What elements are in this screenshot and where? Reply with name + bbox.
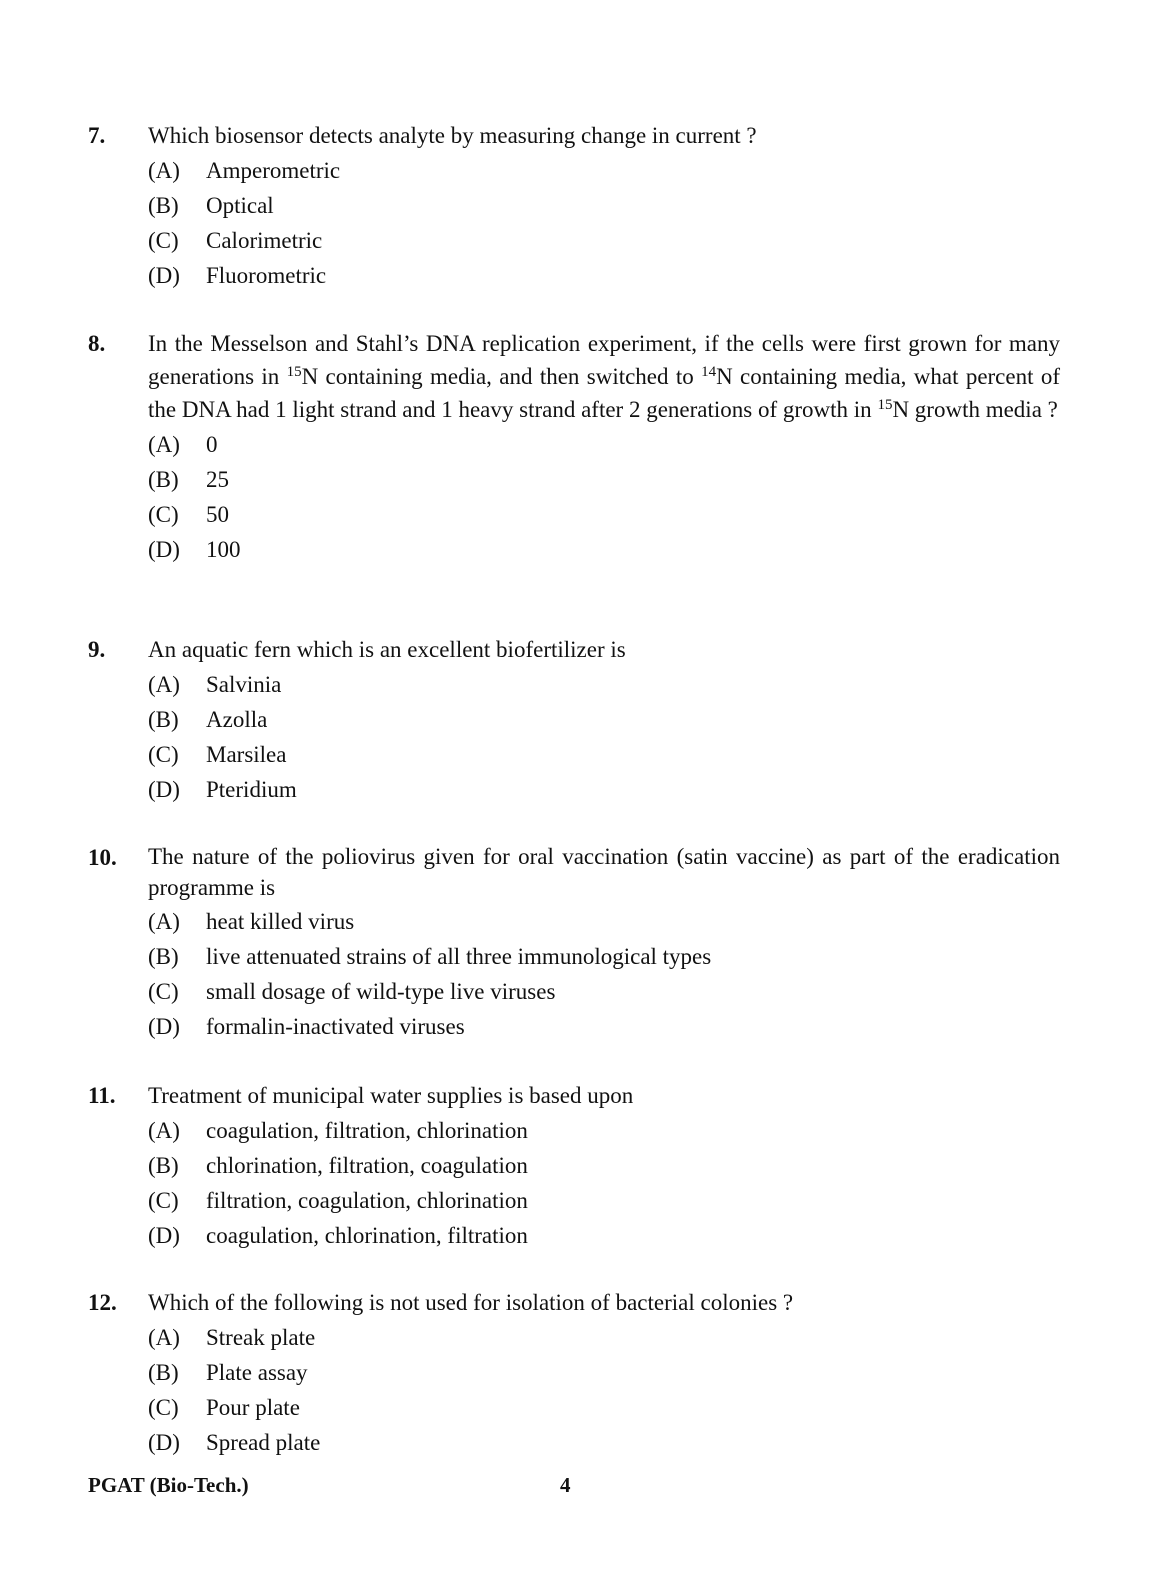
option-text: Optical — [206, 193, 274, 218]
question-text: The nature of the poliovirus given for oral vaccination (satin vaccine) as part of the eradication programme is — [148, 844, 1060, 900]
option-text: Pour plate — [206, 1395, 300, 1420]
question-text: Which biosensor detects analyte by measuring change in current ? — [148, 123, 757, 148]
option-a — [148, 1320, 1060, 1355]
option-text: Azolla — [206, 707, 268, 732]
question-number: 10. — [88, 845, 117, 870]
option-label: (A) — [148, 672, 180, 697]
question-number: 9. — [88, 637, 106, 662]
option-d — [148, 258, 1060, 293]
question-10 — [88, 841, 1060, 1044]
option-label: (A) — [148, 158, 180, 183]
option-text: Calorimetric — [206, 228, 323, 253]
option-text: Streak plate — [206, 1325, 316, 1350]
option-label: (A) — [148, 909, 180, 934]
option-a — [148, 427, 1060, 462]
option-label: (C) — [148, 228, 179, 253]
option-b — [148, 188, 1060, 223]
option-a — [148, 667, 1060, 702]
option-label: (D) — [148, 537, 180, 562]
option-text: 25 — [206, 467, 229, 492]
question-text: An aquatic fern which is an excellent biofertilizer is — [148, 637, 626, 662]
option-text: chlorination, filtration, coagulation — [206, 1153, 528, 1178]
question-7 — [88, 119, 1060, 293]
question-8 — [88, 327, 1060, 567]
option-text: small dosage of wild-type live viruses — [206, 979, 556, 1004]
question-number: 11. — [88, 1083, 116, 1108]
option-label: (B) — [148, 1360, 179, 1385]
option-list — [88, 1113, 1060, 1253]
option-a — [148, 153, 1060, 188]
option-text: Amperometric — [206, 158, 341, 183]
option-label: (D) — [148, 263, 180, 288]
question-number: 7. — [88, 123, 106, 148]
option-label: (D) — [148, 777, 180, 802]
question-text: Which of the following is not used for isolation of bacterial colonies ? — [148, 1290, 794, 1315]
option-label: (D) — [148, 1014, 180, 1039]
option-label: (C) — [148, 979, 179, 1004]
option-b — [148, 1148, 1060, 1183]
option-list — [88, 427, 1060, 567]
option-text: Pteridium — [206, 777, 297, 802]
isotope-superscript: 14 — [701, 364, 717, 380]
option-text: 0 — [206, 432, 218, 457]
option-d — [148, 772, 1060, 807]
option-list — [88, 153, 1060, 293]
option-c — [148, 497, 1060, 532]
option-c — [148, 974, 1060, 1009]
option-text: Plate assay — [206, 1360, 308, 1385]
option-label: (D) — [148, 1223, 180, 1248]
option-c — [148, 1183, 1060, 1218]
option-c — [148, 223, 1060, 258]
isotope-superscript: 15 — [877, 397, 893, 413]
option-a — [148, 1113, 1060, 1148]
option-b — [148, 1355, 1060, 1390]
option-label: (A) — [148, 432, 180, 457]
option-label: (C) — [148, 1188, 179, 1213]
option-b — [148, 462, 1060, 497]
option-text: live attenuated strains of all three immunological types — [206, 944, 712, 969]
option-list — [88, 904, 1060, 1044]
option-text: formalin-inactivated viruses — [206, 1014, 465, 1039]
question-number: 8. — [88, 331, 106, 356]
option-d — [148, 1009, 1060, 1044]
option-list — [88, 1320, 1060, 1460]
option-text: heat killed virus — [206, 909, 355, 934]
option-text: Spread plate — [206, 1430, 321, 1455]
option-text: 100 — [206, 537, 241, 562]
option-c — [148, 1390, 1060, 1425]
option-label: (A) — [148, 1118, 180, 1143]
option-text: filtration, coagulation, chlorination — [206, 1188, 528, 1213]
option-label: (C) — [148, 1395, 179, 1420]
option-label: (C) — [148, 502, 179, 527]
option-text: Marsilea — [206, 742, 287, 767]
option-text: Fluorometric — [206, 263, 327, 288]
page-number: 4 — [560, 1473, 571, 1497]
option-label: (D) — [148, 1430, 180, 1455]
option-label: (B) — [148, 944, 179, 969]
option-label: (A) — [148, 1325, 180, 1350]
paper-code: PGAT (Bio-Tech.) — [88, 1473, 249, 1497]
option-label: (B) — [148, 467, 179, 492]
option-d — [148, 1425, 1060, 1460]
option-label: (B) — [148, 707, 179, 732]
option-list — [88, 667, 1060, 807]
option-d — [148, 532, 1060, 567]
question-number: 12. — [88, 1290, 117, 1315]
question-text: Treatment of municipal water supplies is based upon — [148, 1083, 634, 1108]
option-label: (C) — [148, 742, 179, 767]
option-text: coagulation, chlorination, filtration — [206, 1223, 528, 1248]
option-c — [148, 737, 1060, 772]
option-a — [148, 904, 1060, 939]
option-d — [148, 1218, 1060, 1253]
question-11 — [88, 1079, 1060, 1253]
option-b — [148, 939, 1060, 974]
option-text: Salvinia — [206, 672, 282, 697]
option-text: coagulation, filtration, chlorination — [206, 1118, 528, 1143]
option-b — [148, 702, 1060, 737]
question-text: In the Messelson and Stahl’s DNA replication experiment, if the cells were first grown for many generations in $^{15}$N containing media, and then switched to $^{14}$N containing media, what percent of the DNA had 1 light strand and 1 heavy strand after 2 generations of growth in $^{15}$N growth media ? — [148, 331, 1060, 422]
option-label: (B) — [148, 193, 179, 218]
question-9 — [88, 633, 1060, 807]
option-label: (B) — [148, 1153, 179, 1178]
option-text: 50 — [206, 502, 229, 527]
isotope-superscript: 15 — [286, 364, 302, 380]
question-12 — [88, 1286, 1060, 1460]
